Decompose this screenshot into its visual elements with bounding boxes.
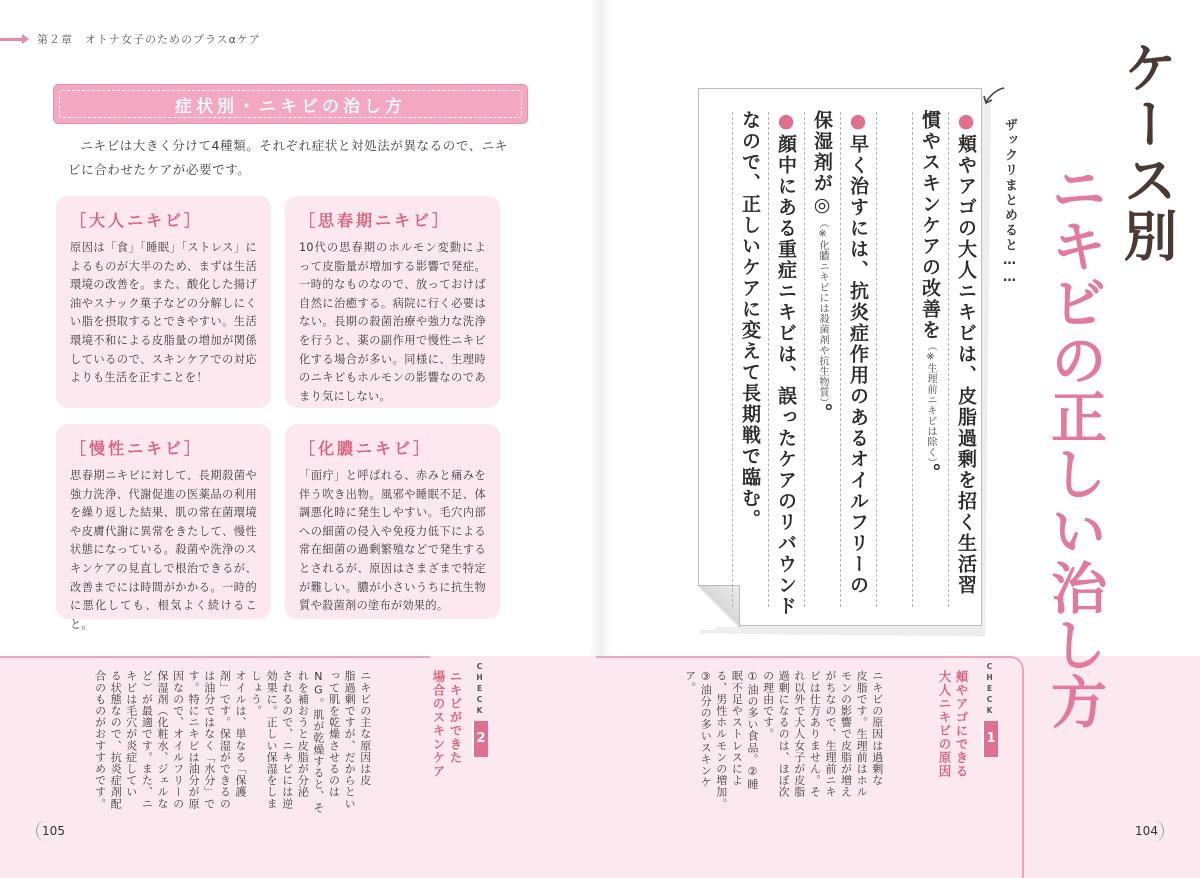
check-panel-border-left bbox=[0, 656, 430, 658]
intro-paragraph: ニキビは大きく分けて4種類。それぞれ症状と対処法が異なるので、ニキビに合わせたケアが必要です。 bbox=[68, 138, 509, 177]
memo-point-1-end: 。 bbox=[919, 463, 941, 484]
card-title: ［大人ニキビ］ bbox=[70, 211, 204, 230]
card-title: ［化膿ニキビ］ bbox=[299, 439, 433, 458]
card-chronic-acne bbox=[56, 424, 271, 631]
bullet-icon: ● bbox=[955, 110, 977, 134]
running-head bbox=[0, 28, 261, 50]
card-body: 「面疔」と呼ばれる、赤みと痛みを伴う吹き出物。風邪や睡眠不足、体調悪化時に発生しやすい。毛穴内部への細菌の侵入や免疫力低下による常在細菌の過剰繁殖などで発生するとされるが、原因はさまざまで特定が難しい。膿が小さいうちに抗生物質や殺菌剤の塗布が効果的。 bbox=[299, 469, 486, 613]
page-number-left: 105 bbox=[36, 820, 70, 842]
section-banner bbox=[53, 84, 528, 124]
memo-point-2-line2: 保湿剤が◎ bbox=[811, 110, 833, 218]
page-title-line2: ニキビの正しい治し方 bbox=[1042, 160, 1107, 730]
memo-point-1-note: （※生理前ニキビは除く） bbox=[925, 341, 936, 463]
card-body: 10代の思春期のホルモン変動によって皮脂量が増加する影響で発症。一時的なものなので、放っておけば自然に治癒する。病院に行く必要はない。長期の殺菌治療や強力な洗浄を行うと、薬の副作用で慢性ニキビ化する場合が多い。同様に、生理時のニキビもホルモンの影響なのであまり気にしない。 bbox=[299, 241, 486, 403]
check-label: CHECK bbox=[475, 662, 484, 717]
bullet-icon: ● bbox=[775, 110, 797, 134]
check-panel-border-right bbox=[596, 656, 1006, 658]
memo-point-2-end: 。 bbox=[811, 403, 833, 424]
summary-lead: ザックリまとめると…… bbox=[1002, 118, 1017, 287]
check-number: 2 bbox=[472, 721, 488, 757]
card-pustular-acne bbox=[285, 424, 500, 619]
arrow-right-icon bbox=[22, 34, 29, 44]
card-puberty-acne bbox=[285, 196, 500, 408]
memo-point-3-line2: なので、正しいケアに変えて長期戦で臨む。 bbox=[739, 110, 761, 530]
check-tag-2 bbox=[472, 662, 486, 757]
memo-dashed-line bbox=[876, 112, 877, 607]
check-label: CHECK bbox=[985, 662, 994, 717]
check-1-body: ニキビの原因は過剰な 皮脂です。生理前はホル モンの影響で皮脂が増え がちなので、生理前ニキ ビは仕方ありません。そ れ以外で大人女子が皮脂 過剰になるのは、ほぼ次 の理由です。 ①油の多い食品。②睡 眠不足やストレスによ る、男性ホルモンの増加。 ③油分の多いスキンケ ア。 bbox=[683, 670, 884, 810]
card-title: ［思春期ニキビ］ bbox=[299, 211, 452, 230]
page-number-right: 104 bbox=[1130, 820, 1164, 842]
memo-point-1-line1: 頬やアゴの大人ニキビは、皮脂過剰を招く生活習 bbox=[955, 134, 977, 596]
memo-point-2 bbox=[804, 110, 876, 596]
bullet-icon: ● bbox=[847, 110, 869, 134]
page-title-line1: ケース別 bbox=[1115, 40, 1178, 264]
check-2-heading: ニキビができた 場合のスキンケア bbox=[431, 670, 463, 778]
check-number: 1 bbox=[982, 721, 998, 757]
running-head-bar bbox=[0, 38, 22, 41]
memo-point-1-line2: 慣やスキンケアの改善を bbox=[919, 110, 941, 341]
memo-point-2-note: （※化膿ニキビには殺菌剤や抗生物質） bbox=[817, 218, 828, 403]
check-1-heading: 頬やアゴにできる 大人ニキビの原因 bbox=[937, 670, 969, 778]
memo-point-3 bbox=[732, 110, 804, 617]
arrow-curve-icon bbox=[982, 86, 1006, 108]
memo-point-1 bbox=[912, 110, 984, 596]
check-tag-1 bbox=[982, 662, 996, 757]
card-adult-acne bbox=[56, 196, 271, 408]
section-title: 症状別・ニキビの治し方 bbox=[175, 96, 406, 117]
chapter-title: 第２章 オトナ女子のためのプラスαケア bbox=[37, 33, 261, 46]
memo-point-2-line1: 早く治すには、抗炎症作用のあるオイルフリーの bbox=[847, 134, 869, 596]
check-2-body: ニキビの主な原因は皮 脂過剰ですが、だからとい って肌を乾燥させるのは NG。肌が乾燥すると、そ れを補おうと皮脂が分泌 されるので、ニキビには逆 効果に。正しい保湿をしま しょう。 オイルは、単なる「保護 剤」です。保湿ができるの は油分ではなく「水分」で す。特にニキビは油分が原 因なので、オイルフリーの 保湿剤（化粧水、ジェルな ど）が最適です。また、ニ キビは毛穴が炎症してい る状態なので、抗炎症剤配 合のものがおすすめです。 bbox=[93, 670, 372, 814]
check-panel-border-side bbox=[1022, 672, 1024, 878]
memo-point-3-line1: 顔中にある重症ニキビは、誤ったケアのリバウンド bbox=[775, 134, 797, 617]
card-title: ［慢性ニキビ］ bbox=[70, 439, 204, 458]
card-body: 思春期ニキビに対して、長期殺菌や強力洗浄、代謝促進の医薬品の利用を繰り返した結果、肌の常在菌環境や皮膚代謝に異常をきたして、慢性状態になっている。殺菌や洗浄のスキンケアの見直しで根治できるが、改善までには時間がかかる。一時的に悪化しても、根気よく続けること。 bbox=[70, 469, 257, 631]
card-body: 原因は「食」「睡眠」「ストレス」によるものが大半のため、まずは生活環境の改善を。また、酸化した揚げ油やスナック菓子などの分解しにくい脂を摂取するとできやすい。生活環境不和による皮脂量の増加が関係しているので、スキンケアでの対応よりも生活を正すことを！ bbox=[70, 241, 257, 385]
